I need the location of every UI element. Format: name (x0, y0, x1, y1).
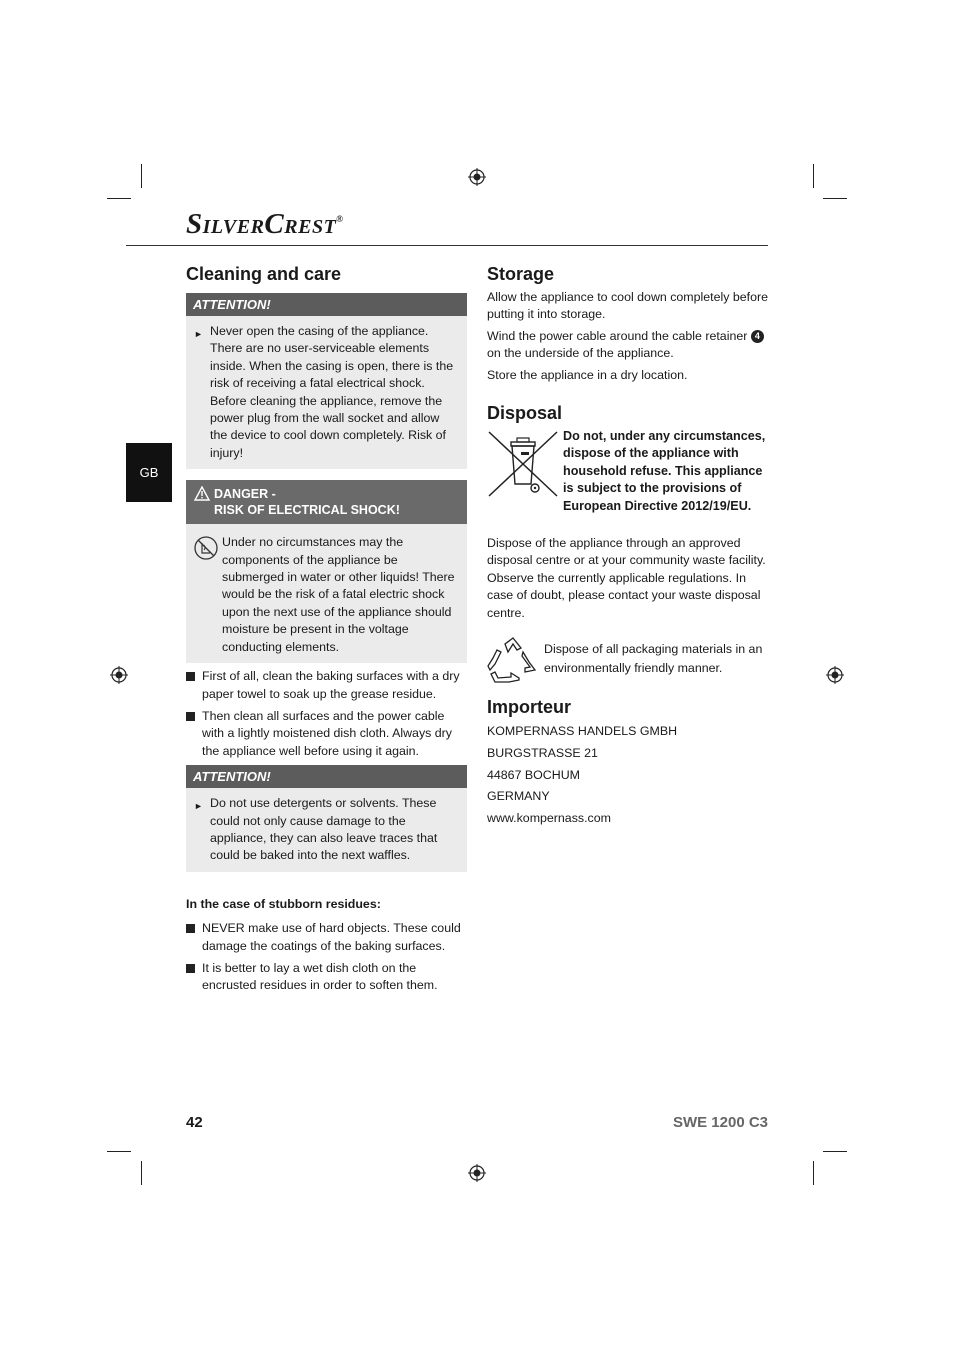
cleaning-section (186, 264, 467, 1000)
crop-mark (823, 198, 847, 199)
header-rule (126, 245, 768, 246)
crop-mark (813, 1161, 814, 1185)
list-item: First of all, clean the baking surfaces with a dry paper towel to soak up the grease residue. (186, 668, 467, 703)
crop-mark (141, 1161, 142, 1185)
attention-text: Do not use detergents or solvents. These could not only cause damage to the appliance, they can also leave traces that could be baked into the next waffles. (210, 796, 438, 863)
brand-logo: SILVERCREST® (186, 208, 344, 240)
model-number: SWE 1200 C3 (672, 1114, 768, 1131)
importer-section (487, 697, 769, 830)
bullet-list (186, 920, 467, 995)
recycle-text: Dispose of all packaging materials in an environmentally friendly manner. (544, 642, 763, 676)
warning-triangle-icon (194, 486, 214, 518)
disposal-heading: Disposal (487, 403, 563, 423)
storage-section (487, 264, 769, 388)
disposal-section (487, 403, 769, 691)
attention-box (186, 316, 467, 469)
page-number: 42 (186, 1114, 203, 1131)
no-water-icon (194, 534, 222, 656)
danger-header (186, 480, 467, 524)
subheading: In the case of stubborn residues: (186, 896, 381, 911)
storage-text: Allow the appliance to cool down completely before putting it into storage. (487, 290, 769, 322)
list-item: NEVER make use of hard objects. These could damage the coatings of the baking surfaces. (186, 920, 467, 955)
recycle-icon (487, 636, 544, 691)
crop-mark (141, 164, 142, 188)
danger-line2: RISK OF ELECTRICAL SHOCK! (214, 503, 400, 518)
importer-line: KOMPERNASS HANDELS GMBH (487, 724, 678, 738)
storage-text: Wind the power cable around the cable retainer 4 on the underside of the appliance. (487, 328, 769, 363)
registration-mark-icon (826, 666, 844, 684)
storage-text: Store the appliance in a dry location. (487, 367, 688, 382)
registration-mark-icon (468, 168, 486, 186)
callout-marker: 4 (751, 330, 764, 343)
attention-label: ATTENTION! (186, 765, 467, 788)
importer-heading: Importeur (487, 697, 572, 717)
bullet-list (186, 668, 467, 760)
language-tab: GB (126, 443, 172, 502)
attention-label: ATTENTION! (186, 293, 467, 316)
arrow-icon: ► (194, 801, 203, 812)
crossed-bin-icon (487, 428, 563, 515)
arrow-icon: ► (194, 329, 203, 339)
crop-mark (813, 164, 814, 188)
storage-heading: Storage (487, 264, 555, 284)
crop-mark (823, 1151, 847, 1152)
list-item: Then clean all surfaces and the power cable with a lightly moistened dish cloth. Always dry the appliance well before using it again. (186, 708, 467, 760)
danger-text: Under no circumstances may the components of the appliance be submerged in water or other liquids! There would be the risk of a fatal electric shock upon the next use of the appliance should moisture be present in the voltage conducting elements. (222, 535, 455, 654)
crop-mark (107, 198, 131, 199)
attention-box (186, 788, 467, 872)
importer-website[interactable]: www.kompernass.com (487, 811, 611, 826)
registration-mark-icon (110, 666, 128, 684)
cleaning-heading: Cleaning and care (186, 264, 342, 284)
danger-line1: DANGER - (214, 487, 276, 502)
attention-text: Never open the casing of the appliance. There are no user-serviceable elements inside. When the casing is open, there is the risk of receiving a fatal electrical shock. Before cleaning the appliance, remove the power plug from the wall socket and allow the device to cool down completely. Risk of injury! (210, 324, 454, 460)
disposal-text: Dispose of the appliance through an approved disposal centre or at your community waste facility. Observe the currently applicable regulations. In case of doubt, please contact your waste disposal centre. (487, 536, 766, 620)
disposal-warning: Do not, under any circumstances, dispose of the appliance with household refuse. This appliance is subject to the provisions of European Directive 2012/19/EU. (563, 429, 766, 513)
importer-line: 44867 BOCHUM (487, 767, 580, 782)
crop-mark (107, 1151, 131, 1152)
registration-mark-icon (468, 1164, 486, 1182)
importer-line: GERMANY (487, 789, 550, 804)
danger-box (186, 524, 467, 663)
list-item: It is better to lay a wet dish cloth on the encrusted residues in order to soften them. (186, 960, 467, 995)
importer-line: BURGSTRASSE 21 (487, 745, 598, 760)
